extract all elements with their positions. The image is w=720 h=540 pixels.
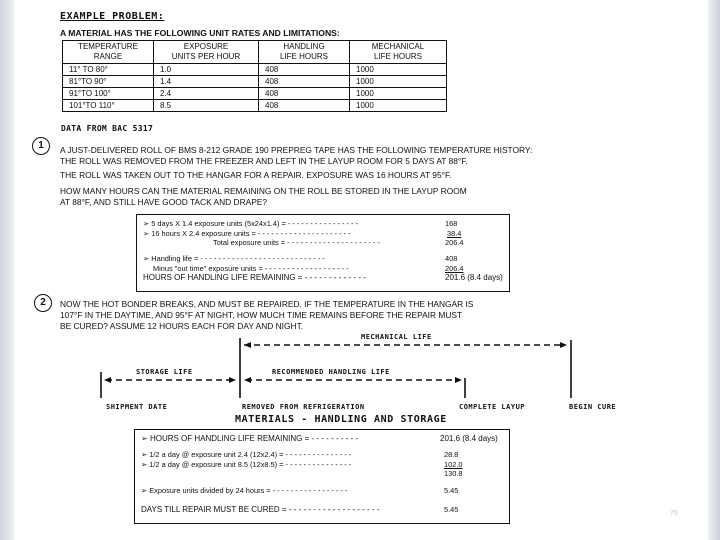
- calc-value: 5.45: [444, 486, 459, 495]
- header-exposure-units: EXPOSURE UNITS PER HOUR: [154, 41, 259, 64]
- arrowhead: [229, 377, 236, 383]
- storage-life-label: STORAGE LIFE: [136, 368, 193, 376]
- complete-layup-label: COMPLETE LAYUP: [459, 403, 526, 411]
- table-cell: 1000: [350, 100, 447, 112]
- handling-life-label: RECOMMENDED HANDLING LIFE: [272, 368, 390, 376]
- table-cell: 408: [259, 76, 350, 88]
- header-temperature-range: TEMPERATURE RANGE: [63, 41, 154, 64]
- calc-row: Minus "out time" exposure units = - - - - - - - - - - - - - - - - - - -: [153, 264, 349, 273]
- table-cell: 8.5: [154, 100, 259, 112]
- calc-row: ➢ 5 days X 1.4 exposure units (5x24x1.4) = - - - - - - - - - - - - - - - -: [143, 219, 359, 228]
- calc-row: ➢ Exposure units divided by 24 hours = - - - - - - - - - - - - - - - - -: [141, 486, 348, 495]
- calc-value: 28.8: [444, 450, 459, 459]
- table-cell: 1000: [350, 64, 447, 76]
- table-cell: 1.4: [154, 76, 259, 88]
- table-cell: 11° TO 80°: [63, 64, 154, 76]
- diagram-caption: MATERIALS - HANDLING AND STORAGE: [235, 414, 447, 425]
- arrowhead: [104, 377, 111, 383]
- intro-text: A MATERIAL HAS THE FOLLOWING UNIT RATES AND LIMITATIONS:: [60, 28, 340, 38]
- arrowhead: [244, 377, 251, 383]
- table-cell: 91°TO 100°: [63, 88, 154, 100]
- data-source-note: DATA FROM BAC 5317: [61, 124, 154, 133]
- calc-row: HOURS OF HANDLING LIFE REMAINING = - - - - - - - - - - - - -: [143, 273, 366, 282]
- q2-line-3: BE CURED? ASSUME 12 HOURS EACH FOR DAY AND NIGHT.: [60, 321, 304, 331]
- q2-line-2: 107°F IN THE DAYTIME, AND 95°F AT NIGHT, HOW MUCH TIME REMAINS BEFORE THE REPAIR MUST: [60, 310, 463, 320]
- shipment-date-label: SHIPMENT DATE: [106, 403, 168, 411]
- calc-row: Total exposure units = - - - - - - - - - - - - - - - - - - - - -: [213, 238, 380, 247]
- header-handling-life: HANDLING LIFE HOURS: [259, 41, 350, 64]
- q2-line-1: NOW THE HOT BONDER BREAKS, AND MUST BE REPAIRED. IF THE TEMPERATURE IN THE HANGAR IS: [60, 299, 474, 309]
- calc-value: 168: [445, 219, 458, 228]
- table-cell: 101°TO 110°: [63, 100, 154, 112]
- calc-row: ➢ Handling life = - - - - - - - - - - - - - - - - - - - - - - - - - - - -: [143, 254, 325, 263]
- table-cell: 1000: [350, 88, 447, 100]
- question-1-number: 1: [32, 137, 50, 155]
- calc-row: ➢ 1/2 a day @ exposure unit 2.4 (12x2.4) = - - - - - - - - - - - - - - -: [141, 450, 352, 459]
- q1-line-2: THE ROLL WAS REMOVED FROM THE FREEZER AND LEFT IN THE LAYUP ROOM FOR 5 DAYS AT 88°F.: [60, 156, 468, 166]
- q1-line-4: HOW MANY HOURS CAN THE MATERIAL REMAINING ON THE ROLL BE STORED IN THE LAYUP ROOM: [60, 186, 467, 196]
- calc-row: DAYS TILL REPAIR MUST BE CURED = - - - - - - - - - - - - - - - - - - -: [141, 505, 380, 514]
- arrowhead: [455, 377, 462, 383]
- q1-line-3: THE ROLL WAS TAKEN OUT TO THE HANGAR FOR A REPAIR. EXPOSURE WAS 16 HOURS AT 95°F.: [60, 170, 452, 180]
- example-problem-title: EXAMPLE PROBLEM:: [60, 11, 165, 22]
- header-mechanical-life: MECHANICAL LIFE HOURS: [350, 41, 447, 64]
- slide-number: 75: [670, 510, 678, 517]
- q1-line-1: A JUST-DELIVERED ROLL OF BMS 8-212 GRADE 190 PREPREG TAPE HAS THE FOLLOWING TEMPERATURE HISTORY:: [60, 145, 533, 155]
- calc-row: ➢ 16 hours X 2.4 exposure units = - - - - - - - - - - - - - - - - - - - - -: [143, 229, 351, 238]
- table-cell: 408: [259, 100, 350, 112]
- calc-value: 201.6 (8.4 days): [440, 434, 498, 443]
- q2-calculation-box: [134, 429, 510, 524]
- calc-row: ➢ HOURS OF HANDLING LIFE REMAINING = - - - - - - - - - -: [141, 434, 359, 443]
- calc-value: 5.45: [444, 505, 459, 514]
- calc-value: 38.4: [447, 229, 462, 238]
- table-cell: 1.0: [154, 64, 259, 76]
- calc-total-value: 130.8: [444, 469, 463, 478]
- calc-value: 102.0: [444, 460, 463, 469]
- table-cell: 408: [259, 88, 350, 100]
- mechanical-life-label: MECHANICAL LIFE: [361, 333, 432, 341]
- q1-line-5: AT 88°F, AND STILL HAVE GOOD TACK AND DRAPE?: [60, 197, 268, 207]
- calc-value: 408: [445, 254, 458, 263]
- begin-cure-label: BEGIN CURE: [569, 403, 617, 411]
- table-cell: 81°TO 90°: [63, 76, 154, 88]
- table-cell: 1000: [350, 76, 447, 88]
- table-cell: 2.4: [154, 88, 259, 100]
- calc-value: 201.6 (8.4 days): [445, 273, 503, 282]
- calc-row: ➢ 1/2 a day @ exposure unit 8.5 (12x8.5) = - - - - - - - - - - - - - - -: [141, 460, 352, 469]
- calc-value: 206.4: [445, 264, 464, 273]
- arrowhead: [560, 342, 567, 348]
- arrowhead: [244, 342, 251, 348]
- removed-from-refrigeration-label: REMOVED FROM REFRIGERATION: [242, 403, 365, 411]
- calc-value: 206.4: [445, 238, 464, 247]
- question-2-number: 2: [34, 294, 52, 312]
- table-cell: 408: [259, 64, 350, 76]
